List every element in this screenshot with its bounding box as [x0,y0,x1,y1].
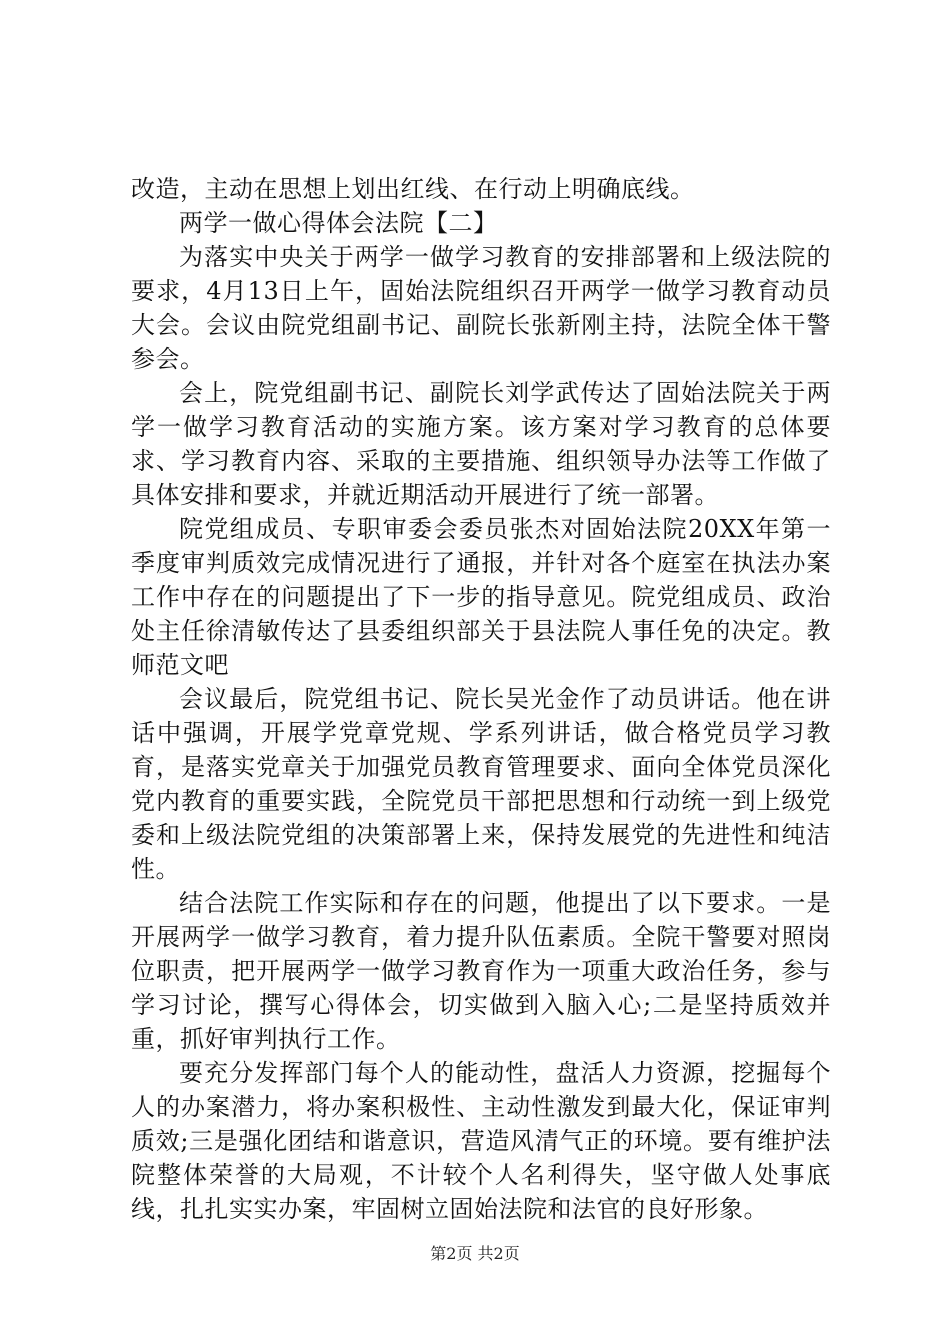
section-heading: 两学一做心得体会法院【二】 [179,209,498,237]
paragraph: 院党组成员、专职审委会委员张杰对固始法院20XX年第一季度审判质效完成情况进行了通报，并针对各个庭室在执法办案工作中存在的问题提出了下一步的指导意见。院党组成员、政治处主任徐清敏传达了县委组织部关于县法院人事任免的决定。教师范文吧 [131,515,831,679]
document-body [131,172,831,1226]
page-footer [0,1244,950,1264]
paragraph: 为落实中央关于两学一做学习教育的安排部署和上级法院的要求，4月13日上午，固始法院组织召开两学一做学习教育动员大会。会议由院党组副书记、副院长张新刚主持，法院全体干警参会。 [131,243,831,373]
paragraph-continuation: 改造，主动在思想上划出红线、在行动上明确底线。 [131,175,695,203]
paragraph: 要充分发挥部门每个人的能动性，盘活人力资源，挖掘每个人的办案潜力，将办案积极性、主动性激发到最大化，保证审判质效;三是强化团结和谐意识，营造风清气正的环境。要有维护法院整体荣誉的大局观，不计较个人名利得失，坚守做人处事底线，扎扎实实办案，牢固树立固始法院和法官的良好形象。 [131,1059,831,1223]
paragraph: 会上，院党组副书记、副院长刘学武传达了固始法院关于两学一做学习教育活动的实施方案。该方案对学习教育的总体要求、学习教育内容、采取的主要措施、组织领导办法等工作做了具体安排和要求，并就近期活动开展进行了统一部署。 [131,379,831,509]
paragraph: 结合法院工作实际和存在的问题，他提出了以下要求。一是开展两学一做学习教育，着力提升队伍素质。全院干警要对照岗位职责，把开展两学一做学习教育作为一项重大政治任务，参与学习讨论，撰写心得体会，切实做到入脑入心;二是坚持质效并重，抓好审判执行工作。 [131,889,831,1053]
paragraph: 会议最后，院党组书记、院长吴光金作了动员讲话。他在讲话中强调，开展学党章党规、学系列讲话，做合格党员学习教育，是落实党章关于加强党员教育管理要求、面向全体党员深化党内教育的重要实践，全院党员干部把思想和行动统一到上级党委和上级法院党组的决策部署上来，保持发展党的先进性和纯洁性。 [131,685,831,883]
page-number-label: 第2页 共2页 [430,1244,520,1263]
